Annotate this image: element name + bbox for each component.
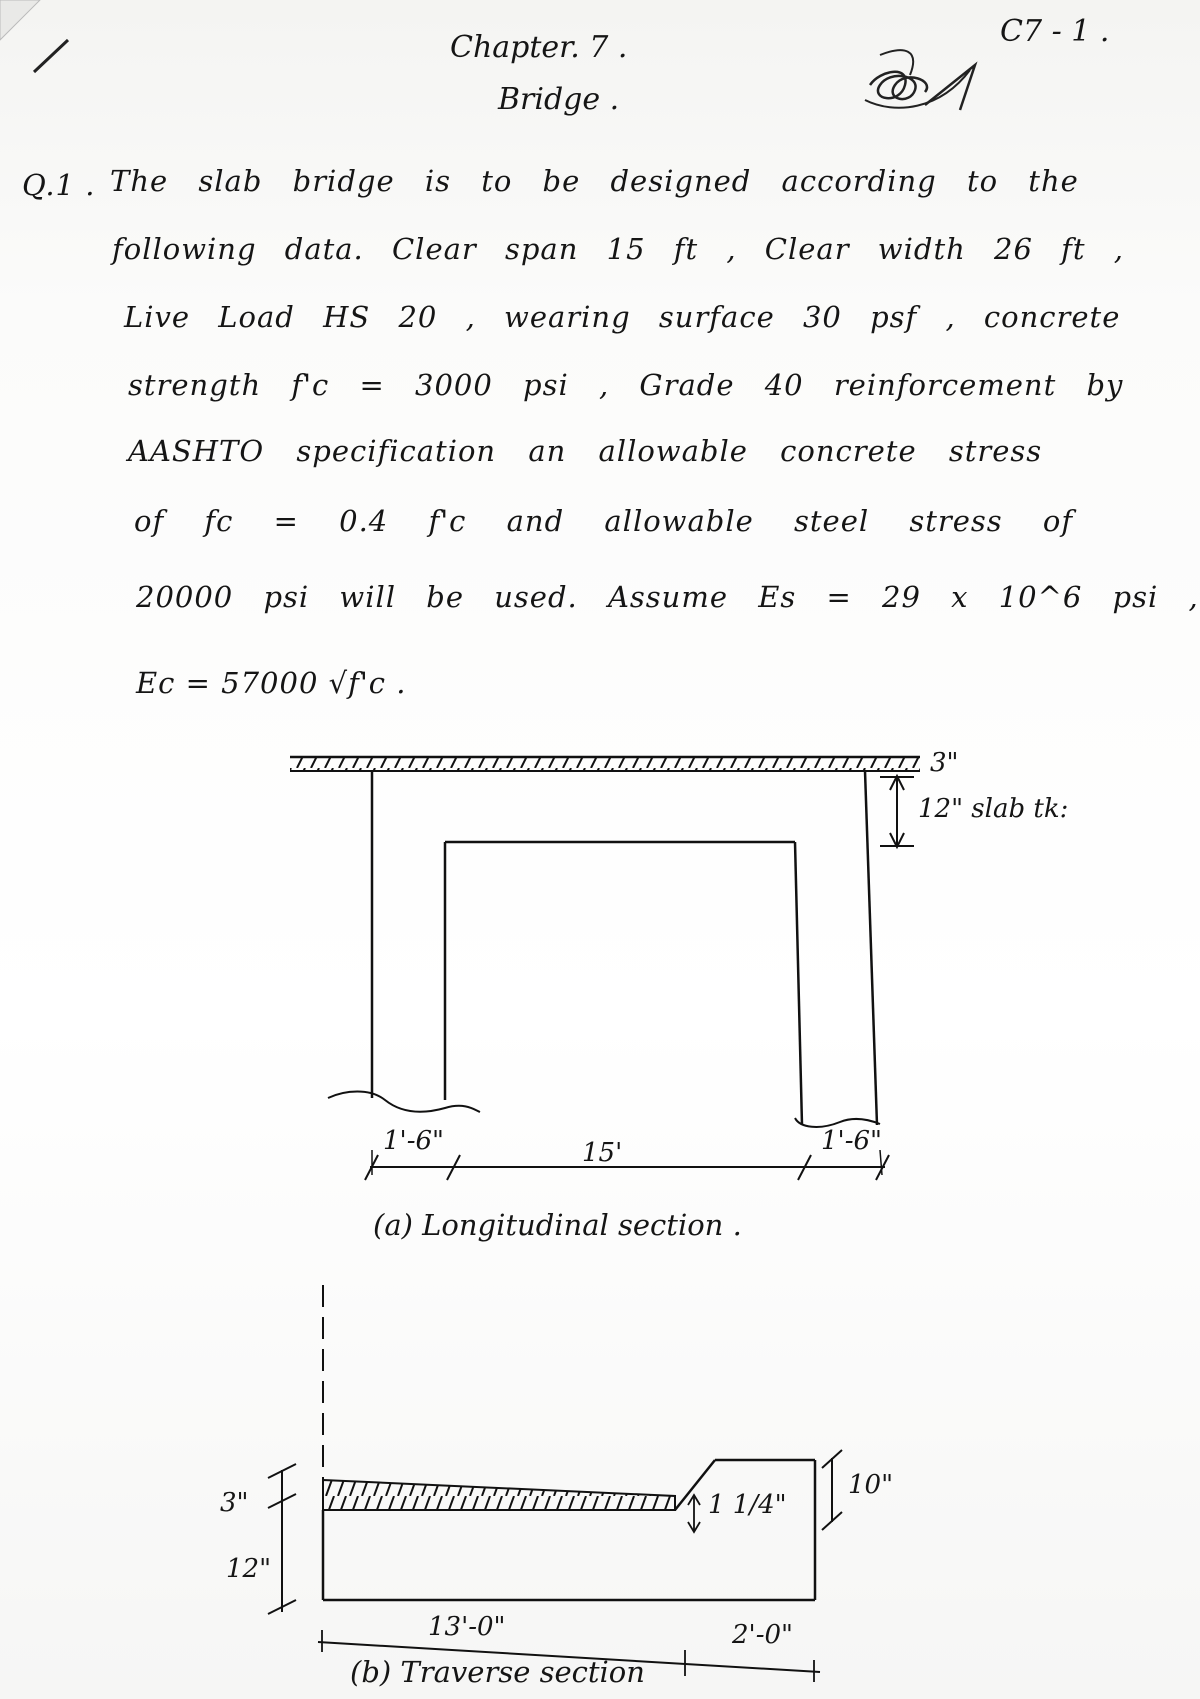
longitudinal-caption: (a) Longitudinal section . [373, 1208, 742, 1242]
dim-12in-label: 12" [226, 1554, 272, 1584]
dim-3in-label: 3" [220, 1488, 249, 1518]
question-line-5: AASHTO specification an allowable concrete stress [128, 434, 1043, 468]
question-line-1: The slab bridge is to be designed according to the [110, 164, 1079, 198]
topic-title: Bridge . [498, 82, 620, 117]
chapter-title: Chapter. 7 . [450, 30, 628, 65]
question-line-7: 20000 psi will be used. Assume Es = 29 x 10^6 psi , [136, 580, 1199, 614]
dim-10in-label: 10" [848, 1470, 894, 1500]
question-line-8: Ec = 57000 √f'c . [136, 666, 407, 700]
question-line-6: of fc = 0.4 f'c and allowable steel stress of [134, 504, 1074, 538]
dim-span-label: 15' [582, 1138, 623, 1168]
question-line-2: following data. Clear span 15 ft , Clear width 26 ft , [112, 232, 1124, 266]
deck-thickness-label: 3" [930, 748, 959, 778]
slab-thickness-label: 12" slab tk: [918, 794, 1069, 824]
dim-left-label: 1'-6" [383, 1126, 444, 1156]
question-line-4: strength f'c = 3000 psi , Grade 40 reinforcement by [128, 368, 1124, 402]
page-code: C7 - 1 . [1000, 14, 1110, 49]
traverse-caption: (b) Traverse section [350, 1655, 645, 1689]
dim-curb-depth-label: 1 1/4" [708, 1490, 787, 1520]
question-line-3: Live Load HS 20 , wearing surface 30 psf , concrete [124, 300, 1121, 334]
dim-2ft-label: 2'-0" [732, 1620, 793, 1650]
question-number: Q.1 . [22, 168, 96, 202]
dim-right-label: 1'-6" [821, 1126, 882, 1156]
wearing-surface-hatch [323, 1480, 675, 1510]
dim-13ft-label: 13'-0" [428, 1612, 506, 1642]
